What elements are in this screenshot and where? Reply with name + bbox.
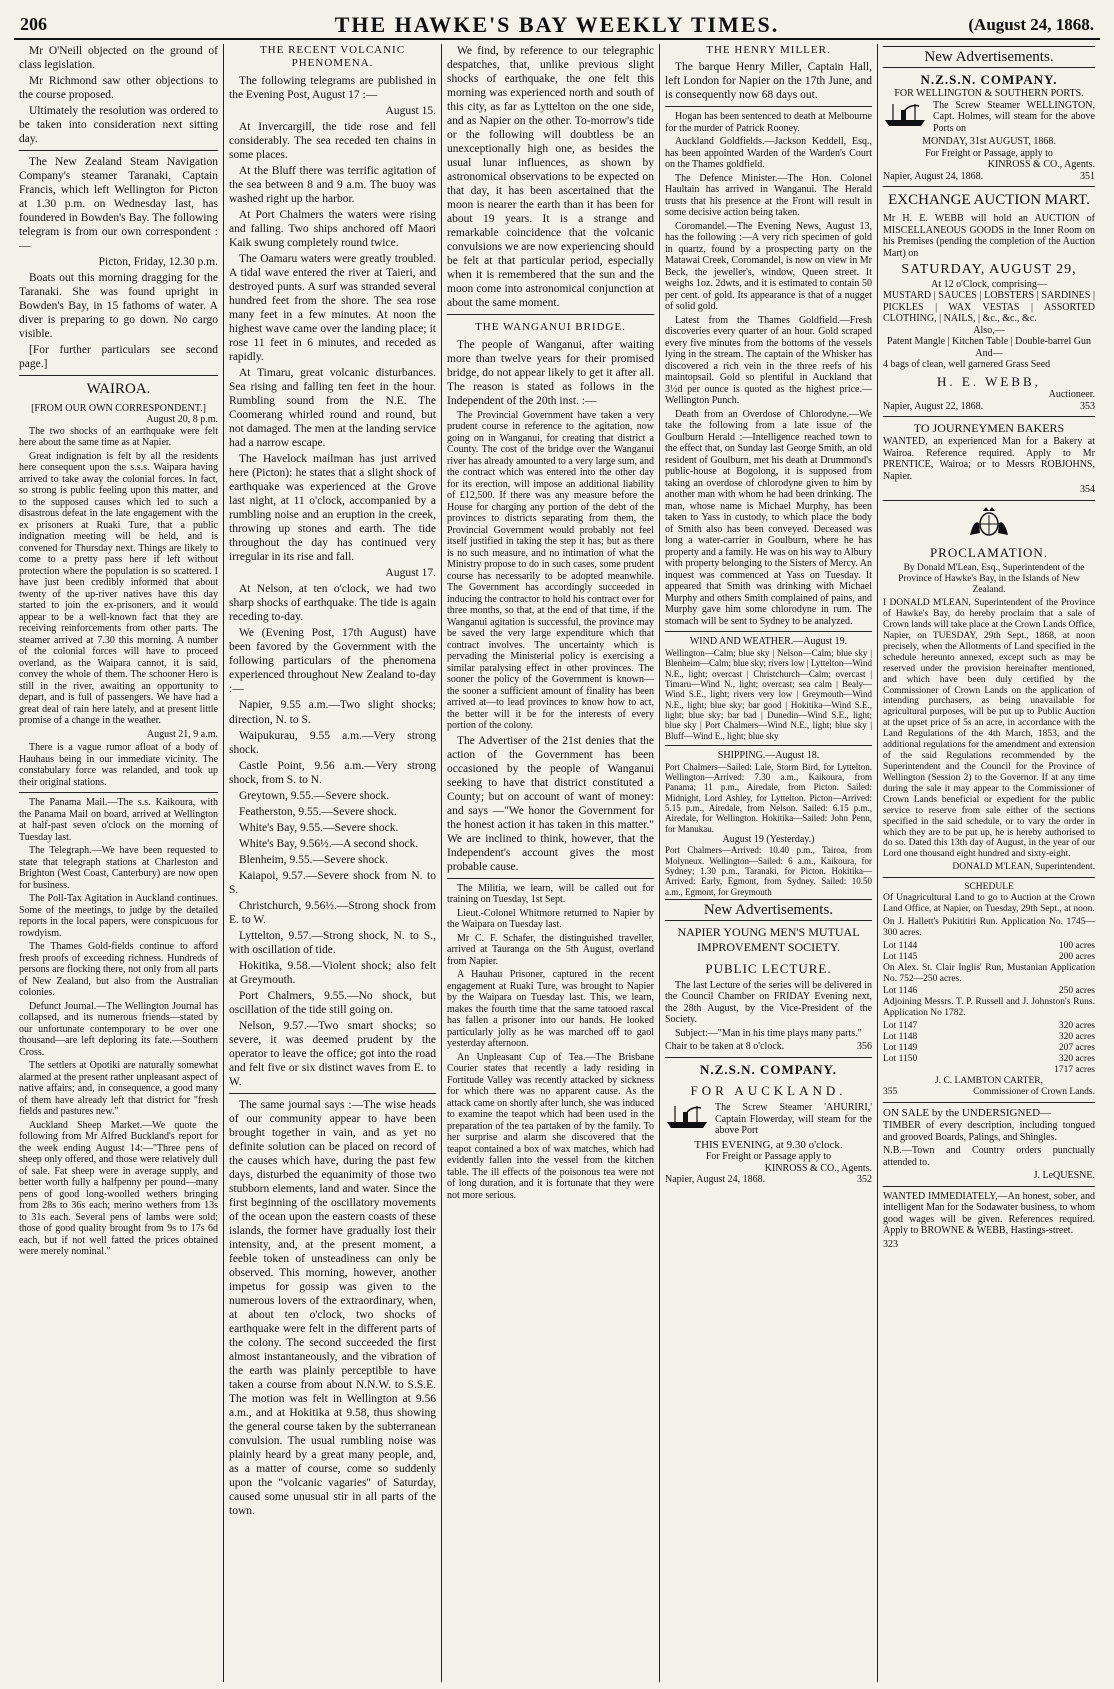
- divider: [883, 500, 1095, 501]
- shipping-report: Port Chalmers—Sailed: Lale, Storm Bird, for Lyttelton. Wellington—Arrived: 7.30 a.m., Kaikoura, from Panama; 11 p.m., Airedale, from Picton. Sailed: Midnight, Lord Ashley, for Lyttelton. Picton—Arrived: 5.15 p.m., Airedale, from Nelson. Sailed: 6.15 p.m., Airedale, for Wellington. Hokitika—Sailed: John Penn, for Manukau.: [665, 761, 872, 834]
- lot-number: Lot 1148: [883, 1032, 918, 1043]
- divider: [19, 792, 218, 793]
- column-3: [442, 44, 660, 1682]
- article-paragraph: Coromandel.—The Evening News, August 13, has the following :—A very rich specimen of gold in quartz, found by a prospecting party on the Matawai Creek, Coromandel, is now on view in Mr Beck, the jeweller's, window, Queen street. It weighs 1oz. 2dwts, and it is estimated to contain 50 per cent. of gold. Its appearance is that of a nugget of solid gold.: [665, 220, 872, 313]
- ad-body: TIMBER of every description, including tongued and grooved Boards, Palings, and Shingles.: [883, 1120, 1095, 1143]
- lot-row: [883, 1021, 1095, 1032]
- ad-body: By Donald M'Lean, Esq., Superintendent of the Province of Hawke's Bay, in the Islands of New Zealand.: [898, 563, 1085, 596]
- article-paragraph: [For further particulars see second page.]: [19, 344, 218, 371]
- ad-body: Also,—: [973, 324, 1005, 336]
- signature: J. C. LAMBTON CARTER,: [935, 1075, 1043, 1086]
- article-paragraph: The settlers at Opotiki are naturally somewhat alarmed at the present rather unpleasant aspect of native affairs; and, in consequence, a good many of them have already left that district for "fresh fields and pastures new.": [19, 1060, 218, 1118]
- report-line: White's Bay, 9.56½.—A second shock.: [239, 837, 419, 850]
- ad-body: The last Lecture of the series will be delivered in the Council Chamber on FRIDAY Evening next, the 28th August, by the Vice-President of the Society.: [665, 979, 872, 1026]
- ad-body: For Freight or Passage, apply to: [925, 147, 1053, 159]
- section-heading: WIND AND WEATHER.—August 19.: [689, 636, 848, 648]
- ad-heading: TO JOURNEYMEN BAKERS: [913, 421, 1065, 436]
- lot-row: [883, 1032, 1095, 1043]
- article-paragraph: The Poll-Tax Agitation in Auckland continues. Some of the meetings, to judge by the detailed reports in the local papers, were conspicuous for rowdyism.: [19, 893, 218, 939]
- masthead: [14, 12, 1100, 40]
- ad-heading: PUBLIC LECTURE.: [705, 960, 832, 976]
- section-heading: THE HENRY MILLER.: [706, 44, 831, 56]
- lot-number: Lot 1150: [883, 1054, 918, 1065]
- lot-acres: 320 acres: [1058, 1021, 1095, 1032]
- shipping-report: Port Chalmers—Arrived: 10.40 p.m., Tairoa, from Molyneux. Wellington—Sailed: 6 a.m., Kaikoura, for Sydney; 1.30 p.m., Taranaki, for Picton. Hokitika—Arrived: Early, Egmont, from Sydney. Sailed: 10.50 a.m., Egmont, for Greymouth: [665, 845, 872, 897]
- ad-body: KINROSS & CO., Agents.: [764, 1162, 872, 1174]
- ad-body: I DONALD M'LEAN, Superintendent of the Province of Hawke's Bay, do hereby proclaim that a sale of Crown lands will take place at the Crown Lands Office, Napier, on TUESDAY, 29th Sept., 1868, at noon precisely, when the Allotments of Land specified in the schedule hereunto annexed, except such as may be reserved under the provision hereinafter mentioned, and which have been duly certified by the Commissioner of Crown Lands on the application of intending purchasers, as being unavailable for agricultural purposes, will be put up to Public Auction at the upset price of 5s an acre, in accordance with the Land Regulations of the 4th March, 1853, and the additional regulations for the amendment and extension of the said Regulations recommended by the Superintendent and the Council for the Province of Wellington (Session 2) to the Governor. If at any time during the sale it may appear to the Commissioner of Crown Lands beneficial or expedient for the public service to reserve from sale either of the sections specified in the said schedule, or to vary the order in which they are to be put up, he is hereby authorised to do so. Dated this 13th day of August, in the year of our Lord one thousand eight hundred and sixty-eight.: [883, 598, 1095, 860]
- ad-body: WANTED IMMEDIATELY,—An honest, sober, and intelligent Man for the Sodawater business, to whom good wages will be given. References required. Apply to BROWNE & WEBB, Hastings-street.: [883, 1190, 1095, 1237]
- section-heading: August 19 (Yesterday.): [722, 833, 815, 845]
- dateline: August 17.: [385, 567, 436, 580]
- article-paragraph: The New Zealand Steam Navigation Company's steamer Taranaki, Captain Francis, which left Wellington for Picton at 1.30 p.m. on Wednesday last, has foundered in Bowden's Bay. The following telegram is from our own correspondent :—: [19, 156, 218, 253]
- lot-acres: 207 acres: [1058, 1043, 1095, 1054]
- article-paragraph: At Nelson, at ten o'clock, we had two sharp shocks of earthquake. The tide is again receding to-day.: [229, 583, 436, 624]
- dateline: August 21, 9 a.m.: [146, 728, 218, 740]
- ad-body: MONDAY, 31st AUGUST, 1868.: [922, 136, 1056, 148]
- article-paragraph: The barque Henry Miller, Captain Hall, left London for Napier on the 17th June, and is consequently now 68 days out.: [665, 61, 872, 102]
- lot-acres: 200 acres: [1058, 951, 1095, 962]
- lot-number: Lot 1149: [883, 1043, 918, 1054]
- article-paragraph: The Provincial Government have taken a very prudent course in reference to the agitation, now going on in Wanganui, for creating that district a County. The cost of the bridge over the Wanganui river has already amounted to a very large sum, and the contract which was entered into the other day for its erection, will impose an additional liability of £12,500. If there was any measure before the House for charging any portion of the debt of the provinces to districts separating from them, the Provincial Government would probably not feel itself justified in taking the step it has; but as there is no such measure, and no intimation of what the Ministry propose to do in such cases, some prudent course has necessarily to be adopted meanwhile. The Government has accordingly succeeded in inducing the contractor to hold his contract over for three months, so that, at the end of that time, if the Wanganui agitation is successful, the province may be saved the very large expenditure which that contract involves. The uncertainty which is pervading the Ministerial policy is exercising a similar paralysing effect in other provinces. The sooner the policy of the Government is known—the sooner a sufficient amount of finality has been arrived at—to lead provinces to know how to act, the better will it be for the interests of every portion of the colony.: [447, 409, 654, 732]
- ad-heading: FOR AUCKLAND.: [690, 1083, 847, 1099]
- ad-heading: EXCHANGE AUCTION MART.: [888, 192, 1090, 209]
- article-paragraph: At Timaru, great volcanic disturbances. Sea rising and falling ten feet in the hour. Rumbling sound from the N.E. The Coomerang whirled round and round, but not damaged. The men at the landing service had a narrow escape.: [229, 367, 436, 450]
- article-paragraph: The Telegraph.—We have been requested to state that telegraph stations at Charleston and Brighton (West Coast, Canterbury) are now open for business.: [19, 845, 218, 891]
- ad-body: On Alex. St. Clair Inglis' Run, Mustanian Application No. 752—250 acres.: [883, 962, 1095, 984]
- column-4: [660, 44, 878, 1682]
- divider: [665, 631, 872, 632]
- ad-heading: N.Z.S.N. COMPANY.: [700, 1061, 837, 1077]
- article-paragraph: Death from an Overdose of Chlorodyne.—We take the following from a late issue of the Goulburn Herald :—Intelligence reached town to the effect that, on Sunday last George Smith, an old resident of Goulburn, met his death at Drummond's public-house at Bogolong, it is supposed from taking an overdose of chlorodyne given to him by another man with whom he had been drinking. The man, whose name is Michael Murphy, has been taken to Yass in custody, to which place the body of Smith also has been conveyed. Deceased was long a water-carrier in Goulburn, where he has property and a family. He was on his way to Albury with property belonging to the Sisters of Mercy. An inquest was commenced at Yass on Tuesday. It appeared that Smith was drinking with Michael Murphy and others Smith complained of pains, and Murphy gave him some chlorodyne in rum. The stomach will be sent to Sydney to be analyzed.: [665, 408, 872, 627]
- dateline: Picton, Friday, 12.30 p.m.: [98, 256, 218, 269]
- divider: [447, 314, 654, 315]
- section-heading: THE WANGANUI BRIDGE.: [475, 321, 626, 334]
- article-paragraph: Boats out this morning dragging for the Taranaki. She was found upright in Bowden's Bay, in 15 fathoms of water. A diver is preparing to go down. No cargo visible.: [19, 272, 218, 341]
- ad-body: WANTED, an experienced Man for a Bakery at Wairoa. Reference required. Apply to Mr PRENTICE, Wairoa; or to Messrs ROBJOHNS, Napier.: [883, 436, 1095, 482]
- article-paragraph: The Panama Mail.—The s.s. Kaikoura, with the Panama Mail on board, arrived at Wellington at half-past seven o'clock on the morning of Tuesday last.: [19, 797, 218, 843]
- lot-number: Lot 1147: [883, 1021, 918, 1032]
- report-line: Castle Point, 9.56 a.m.—Very strong shock, from S. to N.: [229, 759, 436, 786]
- lots-list-a: [883, 941, 1095, 963]
- divider: [883, 877, 1095, 878]
- article-paragraph: An Unpleasant Cup of Tea.—The Brisbane Courier states that recently a lady residing in Fortitude Valley was recently attacked by sickness for which there was no apparent cause. As the attack came on shortly after lunch, she was induced to examine the teapot which had been used in the preparation of the tea partaken of by the family. To her surprise and alarm she discovered that the teapot contained a box of wax matches, which had evidently fallen into the vessel from the kitchen table. The ill effects of the poisonous tea were not of long duration, and it is fortunate that they were not more serious.: [447, 1051, 654, 1201]
- signature: DONALD M'LEAN, Superintendent.: [952, 862, 1095, 873]
- byline: [FROM OUR OWN CORRESPONDENT.]: [31, 402, 206, 414]
- ad-body: Chair to be taken at 8 o'clock.: [665, 1041, 785, 1053]
- lot-row: [883, 1043, 1095, 1054]
- ad-date: Napier, August 22, 1868.: [883, 400, 984, 412]
- divider: [883, 1186, 1095, 1187]
- report-line: Blenheim, 9.55.—Severe shock.: [239, 853, 388, 866]
- ad-number: 323: [883, 1238, 898, 1250]
- ad-body: Patent Mangle | Kitchen Table | Double-barrel Gun: [887, 336, 1091, 348]
- article-paragraph: We find, by reference to our telegraphic despatches, that, unlike previous slight shocks of earthquake, the one felt this morning was experienced north and south of this city, as far as Lyttelton on the one side, and as Napier on the other. To-morrow's tide or the following will doubtless be an unexceptionally high one, as besides the usual lunar influences, as shown by astronomical observations to be expected on that day, it has been ascertained that the moon is nearer the earth than it has been for about 19 years. It is a strange and remarkable coincidence that the volcanic convulsions we are now experiencing should be felt at that particular period, especially when it is remembered that the sun and the moon come into astronomical conjunction at about the same moment.: [447, 45, 654, 310]
- steamship-icon: [883, 102, 927, 128]
- article-paragraph: The people of Wanganui, after waiting more than twelve years for their promised bridge, do not appear likely to get it after all. The reason is stated as follows in the Independent of the 20th inst. :—: [447, 338, 654, 407]
- divider: [665, 1057, 872, 1058]
- ad-body: Subject:—"Man in his time plays many parts.": [675, 1027, 862, 1039]
- divider: [665, 745, 872, 746]
- article-paragraph: Latest from the Thames Goldfield.—Fresh discoveries every quarter of an hour. Gold scraped every five minutes from the bottoms of the vessels lying in the stream. The captain of the Whisker has discovered a rich vein in the three reefs of his maintopsail. Gold so plentiful in Auckland that 3½d per ounce is quoted as the highest price.—Wellington Punch.: [665, 314, 872, 407]
- article-paragraph: Great indignation is felt by all the residents here consequent upon the s.s.s. Waipara having arrived to take away the colonial forces. In fact, so strong is public feeling upon this matter, and to the supposed causes which led to such a disastrous defeat in the late engagement with the ex prisoners at Ruaki Ture, that a public indignation meeting will be held, and is convened for Thursday next. Things are likely to come to a pretty pass here if left without protection where the population is so scattered. I have just been credibly informed that about twenty of the up-river natives have this day started to join the ex-prisoners, and it would appear to be a well-known fact that they are receiving reinforcements from other parts. The steamer arrived at 7.30 this morning. A number of the colonial forces will have to proceed overland, as the Waipara cannot, it is said, convey the whole of them. The schooner Hero is still in the river, awaiting an opportunity to depart, and is full of passengers. We have had a great deal of rain here lately, and at present little promise of a change in the weather.: [19, 450, 218, 727]
- article-paragraph: The Oamaru waters were greatly troubled. A tidal wave entered the river at Taieri, and destroyed punts. A surf was stranded several hundred feet from the shore. The sea rose many feet in a few minutes. At noon the highest wave came over the landing place; it rose 11 feet in 6 minutes, and receded as rapidly.: [229, 253, 436, 364]
- article-paragraph: Mr C. F. Schafer, the distinguished traveller, arrived at Tauranga on the 5th August, overland from Napier.: [447, 932, 654, 967]
- ad-heading: PROCLAMATION.: [929, 544, 1049, 560]
- ad-number: 356: [857, 1041, 872, 1053]
- article-paragraph: Defunct Journal.—The Wellington Journal has collapsed, and its numerous friends—stated by our unfortunate contemporary to be over one thousand—are left deploring its fate.—Southern Cross.: [19, 1000, 218, 1058]
- ad-heading: N.Z.S.N. COMPANY.: [920, 72, 1058, 88]
- ad-date: Napier, August 24, 1868.: [665, 1174, 766, 1186]
- ad-date: Napier, August 24, 1868.: [883, 170, 984, 182]
- ad-body: For Freight or Passage apply to: [705, 1151, 832, 1163]
- ad-body: The Screw Steamer WELLINGTON, Capt. Holmes, will steam for the above Ports on: [933, 99, 1095, 134]
- article-paragraph: Auckland Sheep Market.—We quote the following from Mr Alfred Buckland's report for the week ending August 14:—"Three pens of sheep only offered, and those were relatively dull of sale. Fat sheep were in average supply, and better worth fully a halfpenny per pound—many pens of good long-woolled wethers bringing from 28s to 36s each; merino wethers from 13s to 31s each. Several pens of lambs were sold; those of good quality brought from 9s to 17s 6d each, but if not well fatted the prices obtained were merely nominal.": [19, 1119, 218, 1258]
- divider: [19, 150, 218, 151]
- lot-row: [883, 1054, 1095, 1065]
- divider: [883, 186, 1095, 187]
- ad-body: On J. Hallett's Pukititiri Run. Application No. 1745—300 acres.: [883, 916, 1095, 938]
- report-line: Lyttelton, 9.57.—Strong shock, N. to S., with oscillation of tide.: [229, 929, 436, 956]
- report-line: Christchurch, 9.56½.—Strong shock from E. to W.: [229, 899, 436, 926]
- article-paragraph: There is a vague rumor afloat of a body of Hauhaus being in our immediate vicinity. The constabulary force was relanded, and took up their original stations.: [19, 742, 218, 788]
- divider: [19, 375, 218, 376]
- ad-body: Adjoining Messrs. T. P. Russell and J. Johnston's Runs. Application No 1782.: [883, 997, 1095, 1019]
- ad-heading: NAPIER YOUNG MEN'S MUTUAL IMPROVEMENT SOCIETY.: [677, 925, 860, 955]
- report-line: Napier, 9.55 a.m.—Two slight shocks; direction, N. to S.: [229, 699, 436, 726]
- ad-body: Of Unagricultural Land to go to Auction at the Crown Land Office, at Napier, on Tuesday, 29th Sept., at noon.: [883, 893, 1095, 915]
- lot-acres: 250 acres: [1058, 986, 1095, 997]
- issue-date: (August 24, 1868.: [968, 15, 1094, 34]
- lot-acres: 320 acres: [1058, 1032, 1095, 1043]
- article-paragraph: The Thames Gold-fields continue to afford fresh proofs of exceeding richness. Hundreds of persons are flocking there, not only from all parts of New Zealand, but also from the Australian colonies.: [19, 941, 218, 999]
- ad-number: 353: [1080, 400, 1095, 412]
- page-number: 206: [20, 14, 47, 34]
- ad-body: At 12 o'Clock, comprising—: [931, 278, 1047, 290]
- lot-number: Lot 1146: [883, 986, 918, 997]
- ad-goods: MUSTARD | SAUCES | LOBSTERS | SARDINES | PICKLES | WAX VESTAS | ASSORTED CLOTHING, | NAILS, | &c., &c., &c.: [883, 290, 1095, 325]
- article-paragraph: At Invercargill, the tide rose and fell considerably. The sea receded ten chains in some places.: [229, 120, 436, 161]
- ad-body: Mr H. E. WEBB will hold an AUCTION of MISCELLANEOUS GOODS in the Inner Room on his Premises (pending the completion of the Auction Mart) on: [883, 213, 1095, 259]
- article-paragraph: We (Evening Post, 17th August) have been favored by the Government with the following particulars of the phenomena experienced throughout New Zealand to-day :—: [229, 627, 436, 696]
- ads-banner: New Advertisements.: [883, 46, 1095, 68]
- article-paragraph: A Hauhau Prisoner, captured in the recent engagement at Ruaki Ture, was brought to Napier by the Waipara on Tuesday last. This, we learn, makes the fourth time that the same tatooed rascal has fallen a prisoner into our hands. He looked particularly jolly as he was marched off to gaol yesterday afternoon.: [447, 969, 654, 1050]
- report-line: Waipukurau, 9.55 a.m.—Very strong shock.: [229, 729, 436, 756]
- divider: [447, 878, 654, 879]
- ad-body: 4 bags of clean, well garnered Grass Seed: [883, 359, 1051, 371]
- ad-body: And—: [975, 347, 1003, 359]
- article-paragraph: The same journal says :—The wise heads of our community appear to have been brought together in vain, and as yet no definite solution can be placed on record of the causes which have, during the past few days, disturbed the equanimity of those two stubborn elements, land and water. Since the first beginning of the oscillatory movements of the ocean upon the eastern coasts of these islands, the former have gradually lost their intensity, and, at the present moment, a feeble token of unsteadiness can only be observed. This morning, however, another impetus for gossip was given to the numerous lovers of the extraordinary, when, at about ten o'clock, two shocks of earthquake were felt in the different parts of the colony. The second succeeded the first almost instantaneously, and the vibration of the earth was plainly perceptible to have taken a course from about N.N.W. to S.S.E. The motion was felt in Wellington at 9.56 a.m., and at Hokitika at 9.58, thus showing the general course taken by the subterranean convulsion. The usual rumbling noise was plainly heard by a great many people, and, as a matter of course, come so suddenly upon the "volcanic vagaries" of Saturday, caused some unusual stir in all parts of the town.: [229, 1098, 436, 1518]
- column-5: [878, 44, 1100, 1682]
- dateline: August 15.: [385, 104, 436, 117]
- article-paragraph: The Havelock mailman has just arrived here (Picton): he states that a slight shock of earthquake was experienced at the Grove last night, at 11 o'clock, accompanied by a rumbling noise and an eruption in the creek, throwing up stones and earth. The tide throughout the day has continued very irregular in its rise and fall.: [229, 453, 436, 564]
- lot-acres: 100 acres: [1058, 940, 1095, 951]
- ad-body: Auctioneer.: [1048, 389, 1095, 401]
- ad-body: The Screw Steamer 'AHURIRI,' Captain Flowerday, will steam for the above Port: [715, 1102, 872, 1137]
- report-line: Kaiapoi, 9.57.—Severe shock from N. to S.: [229, 869, 436, 896]
- lot-number: Lot 1144: [883, 940, 918, 951]
- article-paragraph: The two shocks of an earthquake were felt here about the same time as at Napier.: [19, 425, 218, 449]
- lots-list-c: [883, 1021, 1095, 1065]
- ad-body: KINROSS & CO., Agents.: [987, 159, 1095, 171]
- article-paragraph: Auckland Goldfields.—Jackson Keddell, Esq., has been appointed Warden of the Warden's Court on the Thames goldfield.: [665, 136, 872, 171]
- weather-report: Wellington—Calm; blue sky | Nelson—Calm; blue sky | Blenheim—Calm; blue sky; rivers low | Lyttelton—Wind N.E., light; overcast | Christchurch—Calm; overcast | Timaru—Wind N., light; overcast; sea calm | Bealy—Wind S.E., light; rivers very low | Greymouth—Wind N.E., light; blue sky; bar good | Hokitika—Wind S.E., light; blue sky; bar bad | Dunedin—Wind S.E., light; blue sky | Port Chalmers—Wind N.E., light; blue sky | Bluff—Wind E., light; blue sky: [665, 647, 872, 741]
- ad-heading: ON SALE by the UNDERSIGNED—: [883, 1106, 1052, 1119]
- ad-heading: SCHEDULE: [964, 882, 1014, 893]
- divider: [665, 106, 872, 107]
- article-paragraph: At Port Chalmers the waters were rising and falling. Two ships anchored off Maori Kaik swung completely round twice.: [229, 208, 436, 249]
- newspaper-title: THE HAWKE'S BAY WEEKLY TIMES.: [334, 12, 780, 37]
- lot-row: [883, 986, 1095, 997]
- ad-body: N.B.—Town and Country orders punctually attended to.: [883, 1145, 1095, 1168]
- ad-number: 352: [857, 1174, 872, 1186]
- column-2: [224, 44, 442, 1682]
- total-acres: 1717 acres: [1054, 1064, 1095, 1075]
- article-paragraph: Ultimately the resolution was ordered to be taken into consideration next sitting day.: [19, 105, 218, 146]
- dateline: August 20, 8 p.m.: [146, 414, 218, 426]
- report-line: White's Bay, 9.55.—Severe shock.: [239, 821, 399, 834]
- lot-row: [883, 941, 1095, 952]
- report-line: Nelson, 9.57.—Two smart shocks; so severe, it was deemed prudent by the operator to leave the office; got into the road and felt five or six distinct waves from E. to W.: [229, 1019, 436, 1088]
- steamship-icon: [665, 1104, 709, 1130]
- lot-acres: 320 acres: [1058, 1054, 1095, 1065]
- article-paragraph: The following telegrams are published in the Evening Post, August 17 :—: [229, 74, 436, 101]
- section-heading: SHIPPING.—August 18.: [717, 750, 820, 762]
- divider: [229, 1093, 436, 1094]
- article-paragraph: Mr Richmond saw other objections to the course proposed.: [19, 75, 218, 102]
- section-heading: THE RECENT VOLCANIC PHENOMENA.: [259, 44, 406, 70]
- lot-number: Lot 1145: [883, 951, 918, 962]
- report-line: Hokitika, 9.58.—Violent shock; also felt at Greymouth.: [229, 959, 436, 986]
- signature-title: Commissioner of Crown Lands.: [973, 1086, 1095, 1097]
- royal-crest-icon: [964, 505, 1014, 539]
- section-heading: WAIROA.: [86, 381, 151, 398]
- article-paragraph: The Defence Minister.—The Hon. Colonel Haultain has arrived in Wanganui. The Herald trusts that his presence at the Front will result in some decisive action being taken.: [665, 172, 872, 219]
- article-paragraph: The Militia, we learn, will be called out for training on Tuesday, 1st Sept.: [447, 882, 654, 906]
- auctioneer-name: H. E. WEBB,: [937, 373, 1041, 389]
- divider: [883, 416, 1095, 417]
- ad-heading: FOR WELLINGTON & SOUTHERN PORTS.: [894, 88, 1084, 100]
- ad-number: 355: [883, 1086, 898, 1097]
- ads-banner: New Advertisements.: [665, 899, 872, 921]
- ad-heading: SATURDAY, AUGUST 29,: [901, 262, 1077, 278]
- article-paragraph: Mr O'Neill objected on the ground of class legislation.: [19, 45, 218, 72]
- report-line: Greytown, 9.55.—Severe shock.: [239, 789, 390, 802]
- ad-body: THIS EVENING, at 9.30 o'clock.: [694, 1138, 843, 1151]
- signature: J. LeQUESNE.: [1033, 1170, 1095, 1182]
- ad-number: 351: [1080, 170, 1095, 182]
- column-1: [14, 44, 224, 1682]
- article-paragraph: Hogan has been sentenced to death at Melbourne for the murder of Patrick Rooney.: [665, 111, 872, 134]
- ad-number: 354: [1080, 484, 1095, 496]
- article-paragraph: Lieut.-Colonel Whitmore returned to Napier by the Waipara on Tuesday last.: [447, 907, 654, 931]
- divider: [883, 1102, 1095, 1103]
- report-line: Port Chalmers, 9.55.—No shock, but oscillation of the tide still going on.: [229, 989, 436, 1016]
- lot-row: [883, 952, 1095, 963]
- article-paragraph: At the Bluff there was terrific agitation of the sea between 8 and 9 a.m. The buoy was washed right up the harbor.: [229, 164, 436, 205]
- article-paragraph: The Advertiser of the 21st denies that the action of the Government has been occasioned by the people of Wanganui seeking to have that district constituted a County; but on account of want of money: and says —"We honor the Government for the honest action it has taken in this matter." We are inclined to think, however, that the Independent's account gives the most probable cause.: [447, 734, 654, 873]
- report-line: Featherston, 9.55.—Severe shock.: [239, 805, 397, 818]
